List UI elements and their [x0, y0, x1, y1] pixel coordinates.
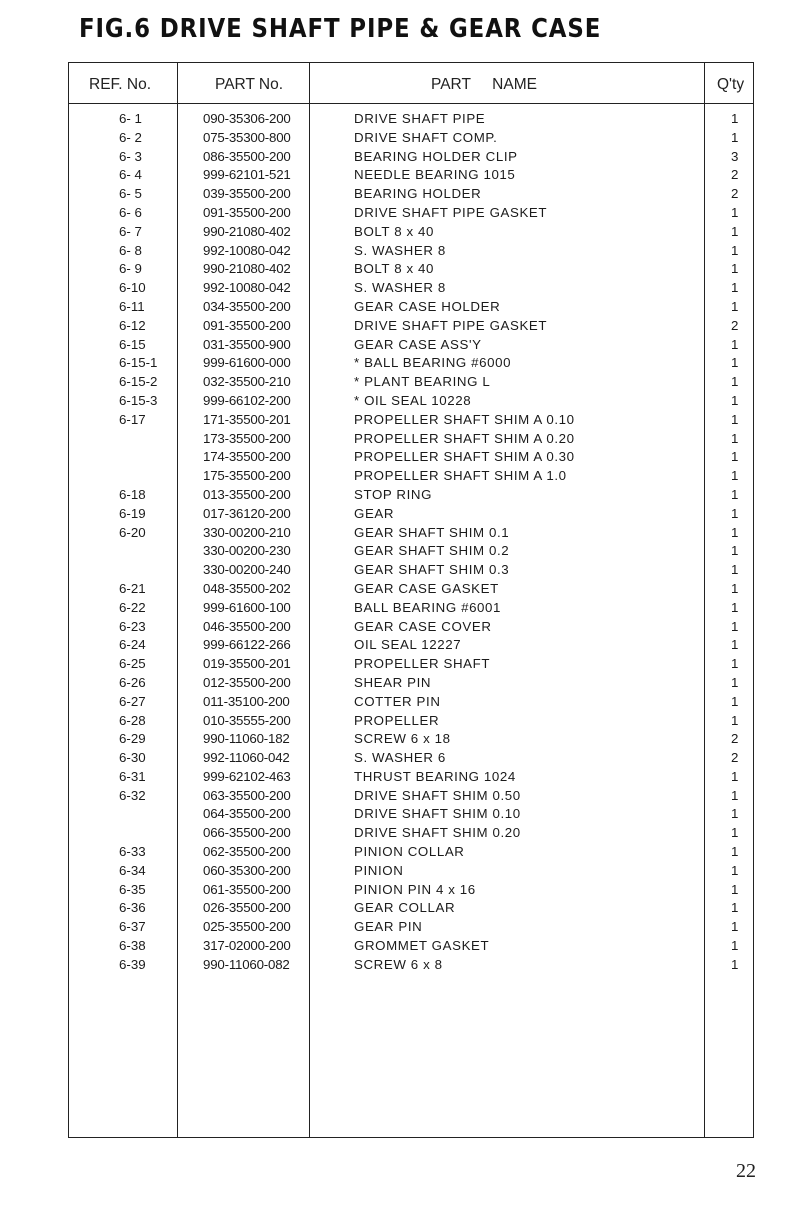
qty-cell: 1 — [731, 618, 739, 634]
part-name-cell: BEARING HOLDER CLIP — [354, 148, 518, 164]
qty-cell: 1 — [731, 111, 739, 126]
header-part-no: PART No. — [215, 76, 284, 93]
part-no-cell: 026-35500-200 — [203, 900, 291, 916]
part-no-cell: 330-00200-240 — [203, 562, 291, 578]
table-row — [69, 298, 753, 317]
ref-cell: 6- 7 — [119, 223, 142, 239]
qty-cell: 1 — [731, 204, 739, 220]
table-row — [69, 505, 753, 524]
ref-cell: 6-20 — [119, 524, 146, 540]
ref-cell: 6-18 — [119, 486, 146, 502]
qty-cell: 1 — [731, 411, 739, 427]
part-name-cell: * BALL BEARING #6000 — [354, 355, 512, 371]
table-row — [69, 430, 753, 449]
qty-cell: 1 — [731, 129, 739, 145]
ref-cell: 6-31 — [119, 768, 146, 784]
part-no-cell: 064-35500-200 — [203, 806, 291, 822]
ref-cell: 6-27 — [119, 693, 146, 709]
part-no-cell: 019-35500-201 — [203, 656, 291, 672]
ref-cell: 6-21 — [119, 580, 146, 596]
ref-cell: 6-25 — [119, 656, 146, 672]
qty-cell: 1 — [731, 862, 739, 878]
table-row — [69, 749, 753, 768]
qty-cell: 1 — [731, 468, 739, 484]
qty-cell: 1 — [731, 242, 739, 258]
table-row — [69, 805, 753, 824]
page-number: 22 — [736, 1160, 756, 1182]
ref-cell: 6- 2 — [119, 129, 142, 145]
qty-cell: 1 — [731, 280, 739, 296]
qty-cell: 1 — [731, 392, 739, 408]
part-name-cell: S. WASHER 8 — [354, 280, 446, 296]
qty-cell: 1 — [731, 524, 739, 540]
table-row — [69, 373, 753, 392]
part-name-cell: GEAR SHAFT SHIM 0.2 — [354, 543, 510, 559]
qty-cell: 1 — [731, 298, 739, 314]
part-name-cell: OIL SEAL 12227 — [354, 637, 462, 653]
table-row — [69, 787, 753, 806]
part-name-cell: THRUST BEARING 1024 — [354, 768, 516, 784]
qty-cell: 1 — [731, 656, 739, 672]
ref-cell: 6-19 — [119, 505, 146, 521]
ref-cell: 6- 3 — [119, 148, 142, 164]
part-no-cell: 175-35500-200 — [203, 468, 291, 484]
part-name-cell: S. WASHER 6 — [354, 750, 446, 766]
ref-cell: 6-36 — [119, 900, 146, 916]
qty-cell: 1 — [731, 580, 739, 596]
table-row — [69, 204, 753, 223]
part-name-cell: PROPELLER SHAFT SHIM A 0.20 — [354, 430, 575, 446]
ref-cell: 6-11 — [119, 298, 145, 314]
qty-cell: 1 — [731, 844, 739, 860]
part-no-cell: 330-00200-210 — [203, 524, 291, 540]
part-name-cell: COTTER PIN — [354, 693, 441, 709]
part-no-cell: 990-21080-402 — [203, 261, 291, 277]
part-no-cell: 999-66102-200 — [203, 392, 291, 408]
ref-cell: 6-23 — [119, 618, 146, 634]
table-row — [69, 524, 753, 543]
qty-cell: 2 — [731, 167, 739, 183]
qty-cell: 1 — [731, 599, 739, 615]
part-no-cell: 999-66122-266 — [203, 637, 291, 653]
part-name-cell: DRIVE SHAFT PIPE — [354, 111, 486, 126]
part-no-cell: 171-35500-201 — [203, 411, 291, 427]
part-name-cell: SHEAR PIN — [354, 674, 432, 690]
table-row — [69, 768, 753, 787]
table-row — [69, 279, 753, 298]
part-name-cell: SCREW 6 x 18 — [354, 731, 451, 747]
table-row — [69, 618, 753, 637]
qty-cell: 2 — [731, 750, 739, 766]
qty-cell: 1 — [731, 787, 739, 803]
qty-cell: 1 — [731, 374, 739, 390]
part-no-cell: 010-35555-200 — [203, 712, 291, 728]
ref-cell: 6-24 — [119, 637, 146, 653]
table-row — [69, 242, 753, 261]
ref-cell: 6- 4 — [119, 167, 142, 183]
qty-cell: 1 — [731, 562, 739, 578]
part-name-cell: PINION PIN 4 x 16 — [354, 881, 476, 897]
table-row — [69, 411, 753, 430]
qty-cell: 1 — [731, 881, 739, 897]
part-name-cell: SCREW 6 x 8 — [354, 956, 443, 972]
ref-cell: 6-10 — [119, 280, 146, 296]
part-no-cell: 066-35500-200 — [203, 825, 291, 841]
part-no-cell: 999-61600-100 — [203, 599, 291, 615]
parts-table — [68, 62, 754, 1138]
part-no-cell: 992-10080-042 — [203, 242, 291, 258]
ref-cell: 6-37 — [119, 919, 146, 935]
table-row — [69, 110, 753, 129]
ref-cell: 6-15 — [119, 336, 146, 352]
ref-cell: 6-39 — [119, 956, 146, 972]
part-no-cell: 017-36120-200 — [203, 505, 291, 521]
ref-cell: 6-15-2 — [119, 374, 158, 390]
qty-cell: 1 — [731, 637, 739, 653]
part-name-cell: GROMMET GASKET — [354, 938, 490, 954]
qty-cell: 2 — [731, 731, 739, 747]
part-no-cell: 317-02000-200 — [203, 938, 291, 954]
ref-cell: 6-15-3 — [119, 392, 158, 408]
ref-cell: 6-12 — [119, 317, 146, 333]
parts-rows — [69, 110, 753, 975]
table-row — [69, 223, 753, 242]
part-name-cell: GEAR SHAFT SHIM 0.3 — [354, 562, 510, 578]
part-no-cell: 992-11060-042 — [203, 750, 290, 766]
table-row — [69, 937, 753, 956]
part-no-cell: 012-35500-200 — [203, 674, 291, 690]
qty-cell: 1 — [731, 336, 739, 352]
part-no-cell: 173-35500-200 — [203, 430, 291, 446]
part-no-cell: 061-35500-200 — [203, 881, 291, 897]
qty-cell: 1 — [731, 505, 739, 521]
qty-cell: 1 — [731, 919, 739, 935]
table-row — [69, 730, 753, 749]
ref-cell: 6-32 — [119, 787, 146, 803]
part-name-cell: DRIVE SHAFT SHIM 0.20 — [354, 825, 521, 841]
ref-cell: 6-34 — [119, 862, 146, 878]
qty-cell: 1 — [731, 674, 739, 690]
qty-cell: 1 — [731, 543, 739, 559]
table-row — [69, 580, 753, 599]
table-row — [69, 599, 753, 618]
part-no-cell: 091-35500-200 — [203, 317, 291, 333]
table-row — [69, 712, 753, 731]
part-no-cell: 174-35500-200 — [203, 449, 291, 465]
table-row — [69, 486, 753, 505]
table-row — [69, 674, 753, 693]
part-name-cell: PROPELLER SHAFT SHIM A 0.30 — [354, 449, 575, 465]
table-row — [69, 899, 753, 918]
part-name-cell: S. WASHER 8 — [354, 242, 446, 258]
qty-cell: 3 — [731, 148, 739, 164]
part-name-cell: DRIVE SHAFT SHIM 0.50 — [354, 787, 521, 803]
part-name-cell: GEAR SHAFT SHIM 0.1 — [354, 524, 510, 540]
ref-cell: 6-26 — [119, 674, 146, 690]
header-divider — [69, 103, 753, 104]
part-name-cell: DRIVE SHAFT PIPE GASKET — [354, 204, 548, 220]
part-name-cell: PROPELLER SHAFT SHIM A 1.0 — [354, 468, 567, 484]
part-name-cell: GEAR CASE GASKET — [354, 580, 499, 596]
part-name-cell: DRIVE SHAFT COMP. — [354, 129, 498, 145]
table-row — [69, 918, 753, 937]
qty-cell: 1 — [731, 825, 739, 841]
table-row — [69, 862, 753, 881]
part-no-cell: 013-35500-200 — [203, 486, 291, 502]
table-row — [69, 824, 753, 843]
part-no-cell: 090-35306-200 — [203, 111, 291, 126]
part-no-cell: 039-35500-200 — [203, 186, 291, 202]
qty-cell: 2 — [731, 186, 739, 202]
table-row — [69, 881, 753, 900]
part-no-cell: 011-35100-200 — [203, 693, 290, 709]
part-name-cell: GEAR PIN — [354, 919, 423, 935]
part-no-cell: 034-35500-200 — [203, 298, 291, 314]
part-name-cell: BEARING HOLDER — [354, 186, 482, 202]
ref-cell: 6-29 — [119, 731, 146, 747]
table-row — [69, 542, 753, 561]
ref-cell: 6-33 — [119, 844, 146, 860]
table-row — [69, 260, 753, 279]
header-ref-no: REF. No. — [89, 76, 152, 93]
table-row — [69, 693, 753, 712]
table-row — [69, 655, 753, 674]
qty-cell: 1 — [731, 712, 739, 728]
part-name-cell: PINION — [354, 862, 404, 878]
part-no-cell: 990-21080-402 — [203, 223, 291, 239]
qty-cell: 1 — [731, 223, 739, 239]
part-no-cell: 086-35500-200 — [203, 148, 291, 164]
table-row — [69, 354, 753, 373]
ref-cell: 6- 9 — [119, 261, 142, 277]
part-name-cell: PROPELLER — [354, 712, 440, 728]
part-name-cell: BOLT 8 x 40 — [354, 223, 435, 239]
ref-cell: 6- 1 — [119, 111, 142, 126]
table-row — [69, 129, 753, 148]
qty-cell: 2 — [731, 317, 739, 333]
ref-cell: 6- 5 — [119, 186, 142, 202]
part-name-cell: PROPELLER SHAFT SHIM A 0.10 — [354, 411, 575, 427]
table-row — [69, 561, 753, 580]
part-no-cell: 046-35500-200 — [203, 618, 291, 634]
part-name-cell: STOP RING — [354, 486, 433, 502]
ref-cell: 6-17 — [119, 411, 146, 427]
part-no-cell: 992-10080-042 — [203, 280, 291, 296]
qty-cell: 1 — [731, 486, 739, 502]
part-no-cell: 999-62101-521 — [203, 167, 291, 183]
part-name-cell: DRIVE SHAFT PIPE GASKET — [354, 317, 548, 333]
qty-cell: 1 — [731, 938, 739, 954]
part-no-cell: 990-11060-182 — [203, 731, 290, 747]
part-name-cell: * OIL SEAL 10228 — [354, 392, 472, 408]
part-name-cell: * PLANT BEARING L — [354, 374, 491, 390]
part-name-cell: GEAR CASE COVER — [354, 618, 492, 634]
part-no-cell: 060-35300-200 — [203, 862, 291, 878]
part-name-cell: GEAR CASE HOLDER — [354, 298, 501, 314]
part-name-cell: PROPELLER SHAFT — [354, 656, 491, 672]
table-row — [69, 185, 753, 204]
header-part-name: PART NAME — [431, 76, 537, 93]
ref-cell: 6-30 — [119, 750, 146, 766]
qty-cell: 1 — [731, 355, 739, 371]
table-row — [69, 336, 753, 355]
table-row — [69, 467, 753, 486]
ref-cell: 6- 8 — [119, 242, 142, 258]
table-row — [69, 843, 753, 862]
qty-cell: 1 — [731, 449, 739, 465]
page-title: FIG.6 DRIVE SHAFT PIPE & GEAR CASE — [79, 14, 602, 44]
part-name-cell: DRIVE SHAFT SHIM 0.10 — [354, 806, 521, 822]
part-no-cell: 990-11060-082 — [203, 956, 290, 972]
table-row — [69, 166, 753, 185]
part-no-cell: 025-35500-200 — [203, 919, 291, 935]
qty-cell: 1 — [731, 430, 739, 446]
part-name-cell: NEEDLE BEARING 1015 — [354, 167, 516, 183]
header-qty: Q'ty — [717, 76, 745, 93]
ref-cell: 6-35 — [119, 881, 146, 897]
table-row — [69, 956, 753, 975]
qty-cell: 1 — [731, 693, 739, 709]
part-no-cell: 062-35500-200 — [203, 844, 291, 860]
ref-cell: 6-28 — [119, 712, 146, 728]
ref-cell: 6-38 — [119, 938, 146, 954]
qty-cell: 1 — [731, 768, 739, 784]
part-name-cell: BOLT 8 x 40 — [354, 261, 435, 277]
table-row — [69, 448, 753, 467]
part-name-cell: GEAR CASE ASS'Y — [354, 336, 482, 352]
table-row — [69, 636, 753, 655]
qty-cell: 1 — [731, 261, 739, 277]
part-no-cell: 330-00200-230 — [203, 543, 291, 559]
qty-cell: 1 — [731, 806, 739, 822]
part-name-cell: BALL BEARING #6001 — [354, 599, 502, 615]
part-no-cell: 031-35500-900 — [203, 336, 291, 352]
part-no-cell: 999-61600-000 — [203, 355, 291, 371]
table-row — [69, 317, 753, 336]
part-no-cell: 075-35300-800 — [203, 129, 291, 145]
table-row — [69, 148, 753, 167]
part-no-cell: 999-62102-463 — [203, 768, 291, 784]
part-no-cell: 091-35500-200 — [203, 204, 291, 220]
part-no-cell: 048-35500-202 — [203, 580, 291, 596]
table-row — [69, 392, 753, 411]
part-no-cell: 063-35500-200 — [203, 787, 291, 803]
ref-cell: 6-22 — [119, 599, 146, 615]
part-name-cell: PINION COLLAR — [354, 844, 465, 860]
part-no-cell: 032-35500-210 — [203, 374, 291, 390]
qty-cell: 1 — [731, 956, 739, 972]
part-name-cell: GEAR COLLAR — [354, 900, 456, 916]
part-name-cell: GEAR — [354, 505, 395, 521]
ref-cell: 6-15-1 — [119, 355, 158, 371]
ref-cell: 6- 6 — [119, 204, 142, 220]
qty-cell: 1 — [731, 900, 739, 916]
